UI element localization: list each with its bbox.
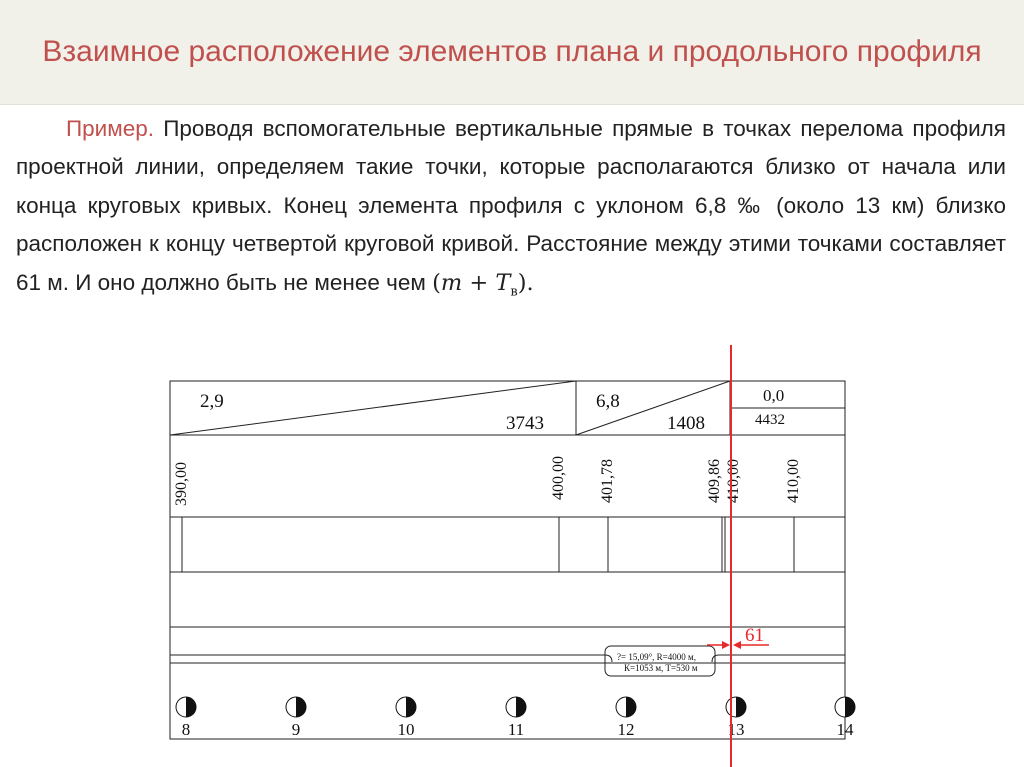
km-post-half-icon	[845, 697, 855, 717]
km-marker	[396, 697, 416, 739]
km-marker	[176, 697, 196, 739]
km-number: 9	[291, 720, 301, 739]
km-post-half-icon	[296, 697, 306, 717]
km-number: 12	[617, 720, 635, 739]
example-text: Проводя вспомогательные вертикальные прямые в точках перелома профиля проектной линии, определяем такие точки, которые располагаются близко от начала или конца круговых кривых. Конец элемента профиля с уклоном 6,8 ‰ (около 13 км) близко расположен к концу четвертой круговой кривой. Расстояние между этими точками составляет 61 м. И оно должно быть не менее чем	[16, 116, 1006, 295]
distance-label: 61	[745, 625, 764, 646]
elevation-label: 410,00	[725, 459, 742, 503]
arrowhead-icon	[722, 641, 730, 649]
km-post-half-icon	[736, 697, 746, 717]
km-post-half-icon	[186, 697, 196, 717]
example-lead: Пример.	[66, 116, 155, 141]
grade-value: 2,9	[200, 391, 224, 412]
grade-length: 4432	[755, 412, 785, 428]
km-marker	[506, 697, 526, 739]
slide-title: Взаимное расположение элементов плана и продольного профиля	[42, 35, 982, 68]
profile-grid	[170, 381, 845, 739]
km-number: 10	[397, 720, 415, 739]
km-number: 14	[836, 720, 854, 739]
elevation-label: 410,00	[785, 459, 802, 503]
elevation-label: 400,00	[550, 456, 567, 500]
elevation-label: 390,00	[173, 462, 190, 506]
formula-open: (	[432, 269, 441, 296]
km-post-half-icon	[626, 697, 636, 717]
elevation-label: 409,86	[706, 459, 723, 503]
km-number: 11	[507, 720, 525, 739]
km-post-half-icon	[516, 697, 526, 717]
km-number: 8	[181, 720, 191, 739]
formula-subscript: в	[510, 284, 518, 300]
formula-m: m	[440, 269, 463, 296]
formula-plus: +	[469, 269, 489, 296]
curve-parameters: К=1053 м, Т=530 м	[624, 663, 698, 673]
elevation-label: 401,78	[599, 459, 616, 503]
km-markers	[176, 697, 855, 739]
km-marker	[616, 697, 636, 739]
formula-t: T	[495, 269, 511, 296]
grade-value: 0,0	[763, 386, 785, 405]
km-marker	[286, 697, 306, 739]
grade-value: 6,8	[596, 391, 620, 412]
curve-baseline	[170, 655, 612, 662]
grade-length: 1408	[667, 413, 705, 434]
km-number: 13	[727, 720, 745, 739]
km-post-half-icon	[406, 697, 416, 717]
km-marker	[726, 697, 746, 739]
formula-close: ).	[517, 269, 534, 296]
grade-length: 3743	[506, 413, 544, 434]
curve-parameters: ?= 15,09°, R=4000 м,	[617, 652, 696, 662]
